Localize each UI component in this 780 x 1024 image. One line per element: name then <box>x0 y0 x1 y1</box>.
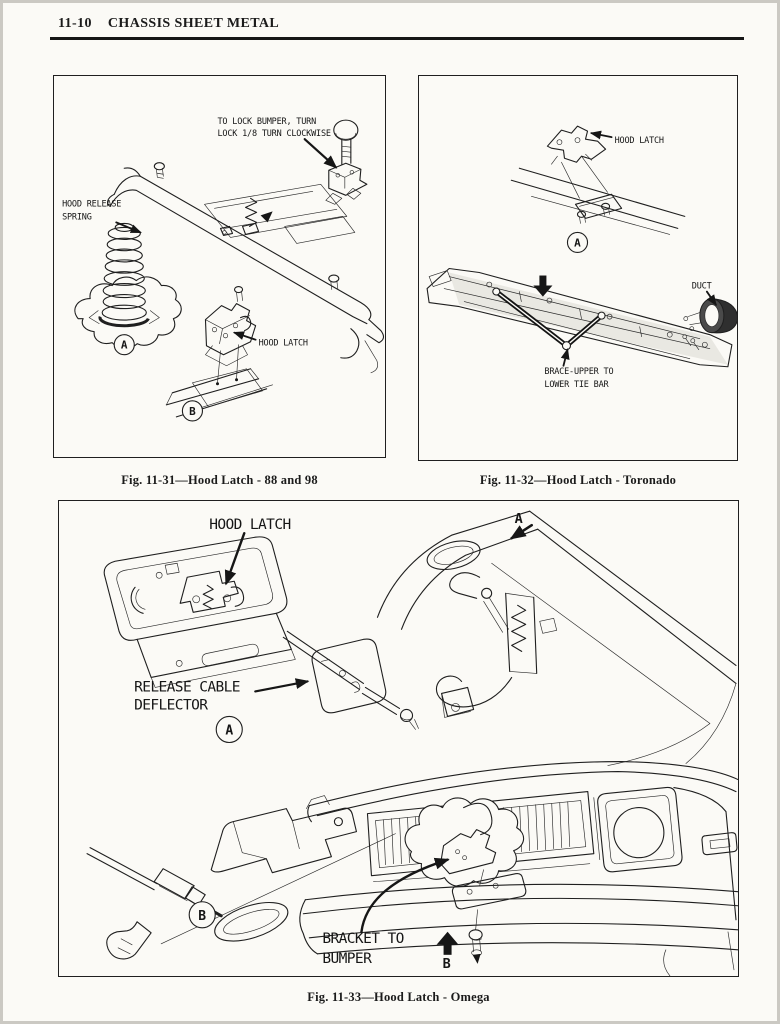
hood-latch-arrow <box>592 133 612 137</box>
bumper-bracket-cutaway-drawing <box>405 798 526 964</box>
figure-11-32 <box>418 75 738 461</box>
tie-bar-frame-drawing <box>427 269 732 367</box>
header-rule <box>50 37 744 40</box>
label-hood-latch: HOOD LATCH <box>209 517 291 534</box>
section-title: CHASSIS SHEET METAL <box>107 16 280 31</box>
figure-11-31 <box>53 75 386 458</box>
callout-a-letter: A <box>120 338 128 352</box>
lock-bumper-arrow <box>305 139 336 167</box>
page-header <box>58 16 279 32</box>
engine-compartment-detail-drawing <box>377 511 736 765</box>
callout-b <box>182 401 202 421</box>
label-hood-latch: HOOD LATCH <box>258 338 308 349</box>
caption-fig-11-32: Fig. 11-32—Hood Latch - Toronado <box>479 473 677 487</box>
fig-11-32-illustration <box>419 76 737 460</box>
release-cable-deflector-drawing <box>312 639 418 729</box>
label-deflector-line1: RELEASE CABLE <box>134 679 240 696</box>
figure-11-33 <box>58 500 739 977</box>
callout-b-letter: B <box>189 404 196 418</box>
label-duct: DUCT <box>691 281 712 292</box>
label-hood-latch: HOOD LATCH <box>614 136 664 147</box>
callout-b <box>189 902 215 928</box>
label-lock-bumper-line1: TO LOCK BUMPER, TURN <box>217 117 317 128</box>
caption-fig-11-31: Fig. 11-31—Hood Latch - 88 and 98 <box>121 473 318 487</box>
label-lock-bumper-line2: LOCK 1/8 TURN CLOCKWISE <box>217 129 331 140</box>
callout-b-letter: B <box>198 908 207 924</box>
fig-11-33-illustration <box>59 501 738 976</box>
view-b-arrow <box>437 932 459 955</box>
hood-release-spring-drawing <box>75 223 181 348</box>
fig-11-31-illustration <box>54 76 385 457</box>
view-a-letter: A <box>514 511 523 528</box>
label-brace-line1: BRACE-UPPER TO <box>544 366 614 377</box>
label-bracket-line2: BUMPER <box>322 950 372 967</box>
label-brace-line2: LOWER TIE BAR <box>544 379 609 390</box>
callout-a <box>114 335 134 355</box>
callout-a-letter: A <box>225 723 234 739</box>
callout-a-letter: A <box>574 236 581 250</box>
callout-a <box>567 232 587 252</box>
duct-drawing <box>684 299 737 333</box>
lock-bumper-drawing <box>326 120 367 204</box>
caption-fig-11-33: Fig. 11-33—Hood Latch - Omega <box>307 990 490 1004</box>
handle-bracket-drawing <box>211 796 356 873</box>
label-release-spring-line1: HOOD RELEASE <box>62 199 122 210</box>
label-deflector-line2: DEFLECTOR <box>134 697 208 714</box>
label-bracket-line1: BRACKET TO <box>322 930 404 947</box>
brace-arrow <box>563 350 567 366</box>
label-release-spring-line2: SPRING <box>62 212 92 223</box>
callout-a <box>216 716 242 742</box>
deflector-arrow <box>255 681 307 691</box>
section-number: 11-10 <box>58 16 92 31</box>
view-b-letter: B <box>442 955 451 972</box>
location-arrow <box>533 276 552 297</box>
